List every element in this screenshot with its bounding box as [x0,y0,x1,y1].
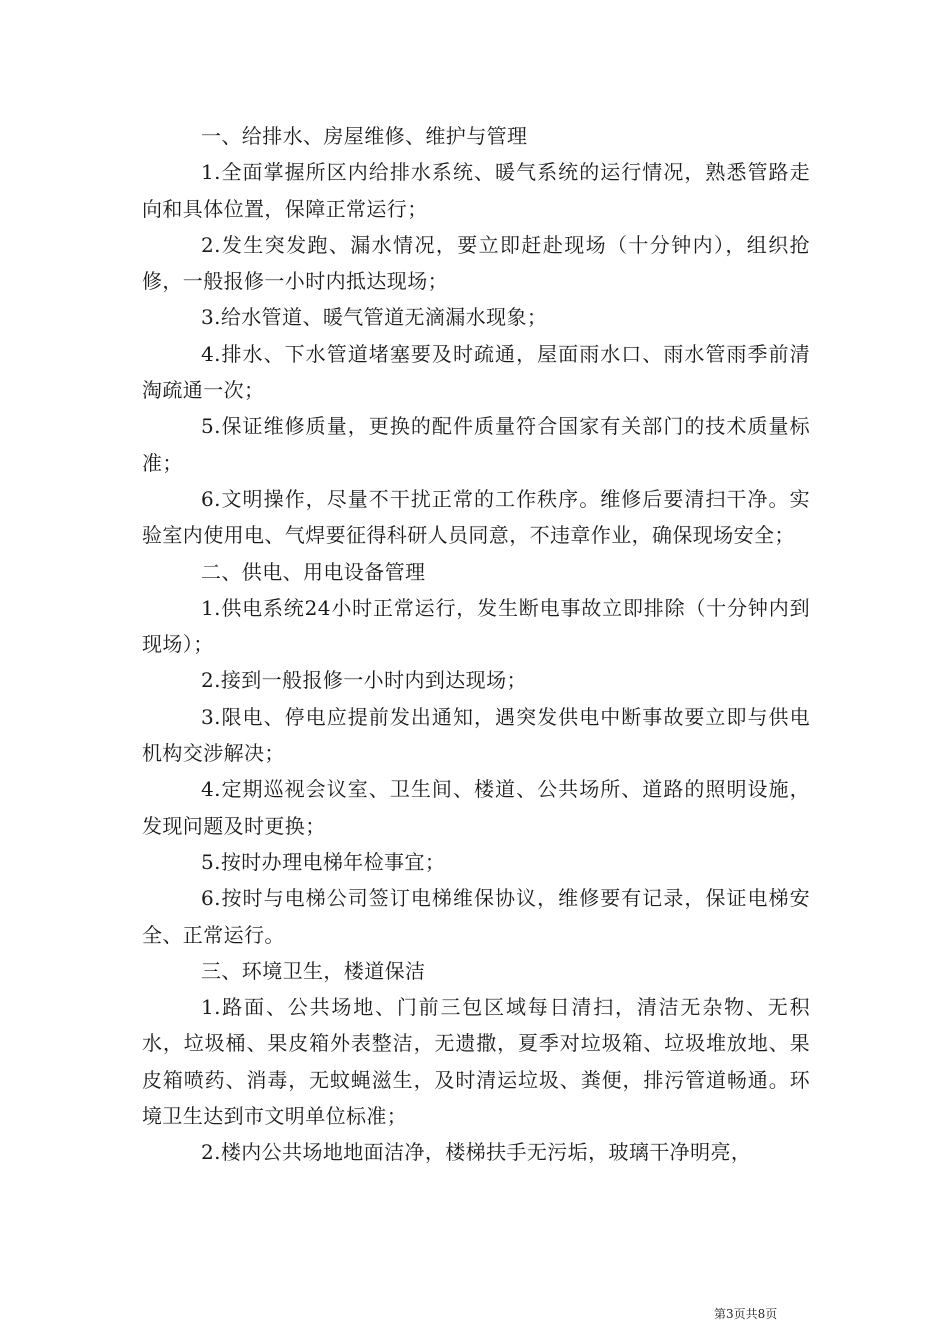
section-heading-power: 二、供电、用电设备管理 [201,559,426,584]
page-number: 第3页共8页 [714,1307,778,1321]
section-heading-water: 一、给排水、房屋维修、维护与管理 [201,124,528,148]
paragraph: 1.供电系统24小时正常运行，发生断电事故立即排除（十分钟内到现场）； [142,595,810,657]
paragraph: 2.接到一般报修一小时内到达现场； [201,668,527,693]
paragraph: 1.路面、公共场地、门前三包区域每日清扫，清洁无杂物、无积水，垃圾桶、果皮箱外表整洁，无遗撒，夏季对垃圾箱、垃圾堆放地、果皮箱喷药、消毒，无蚊蝇滋生，及时清运垃圾、粪便，排污管道畅通。环境卫生达到市文明单位标准； [142,995,810,1129]
paragraph: 3.给水管道、暖气管道无滴漏水现象； [201,305,548,330]
paragraph: 6.文明操作，尽量不干扰正常的工作秩序。维修后要清扫干净。实验室内使用电、气焊要征得科研人员同意，不违章作业，确保现场安全； [142,486,810,548]
section-heading-sanitation: 三、环境卫生，楼道保洁 [201,958,426,983]
paragraph: 4.定期巡视会议室、卫生间、楼道、公共场所、道路的照明设施，发现问题及时更换； [142,777,810,838]
paragraph: 1.全面掌握所区内给排水系统、暖气系统的运行情况，熟悉管路走向和具体位置，保障正常运行； [142,160,810,221]
paragraph: 5.保证维修质量，更换的配件质量符合国家有关部门的技术质量标准； [142,414,810,475]
document-body [142,118,810,1171]
paragraph: 6.按时与电梯公司签订电梯维保协议，维修要有记录，保证电梯安全、正常运行。 [142,886,810,947]
paragraph: 4.排水、下水管道堵塞要及时疏通，屋面雨水口、雨水管雨季前清淘疏通一次； [142,341,810,403]
paragraph: 2.发生突发跑、漏水情况，要立即赶赴现场（十分钟内），组织抢修，一般报修一小时内抵达现场； [142,232,810,294]
paragraph: 2.楼内公共场地地面洁净，楼梯扶手无污垢，玻璃干净明亮， [201,1140,752,1165]
paragraph: 3.限电、停电应提前发出通知，遇突发供电中断事故要立即与供电机构交涉解决； [142,704,810,766]
paragraph: 5.按时办理电梯年检事宜； [201,849,446,874]
